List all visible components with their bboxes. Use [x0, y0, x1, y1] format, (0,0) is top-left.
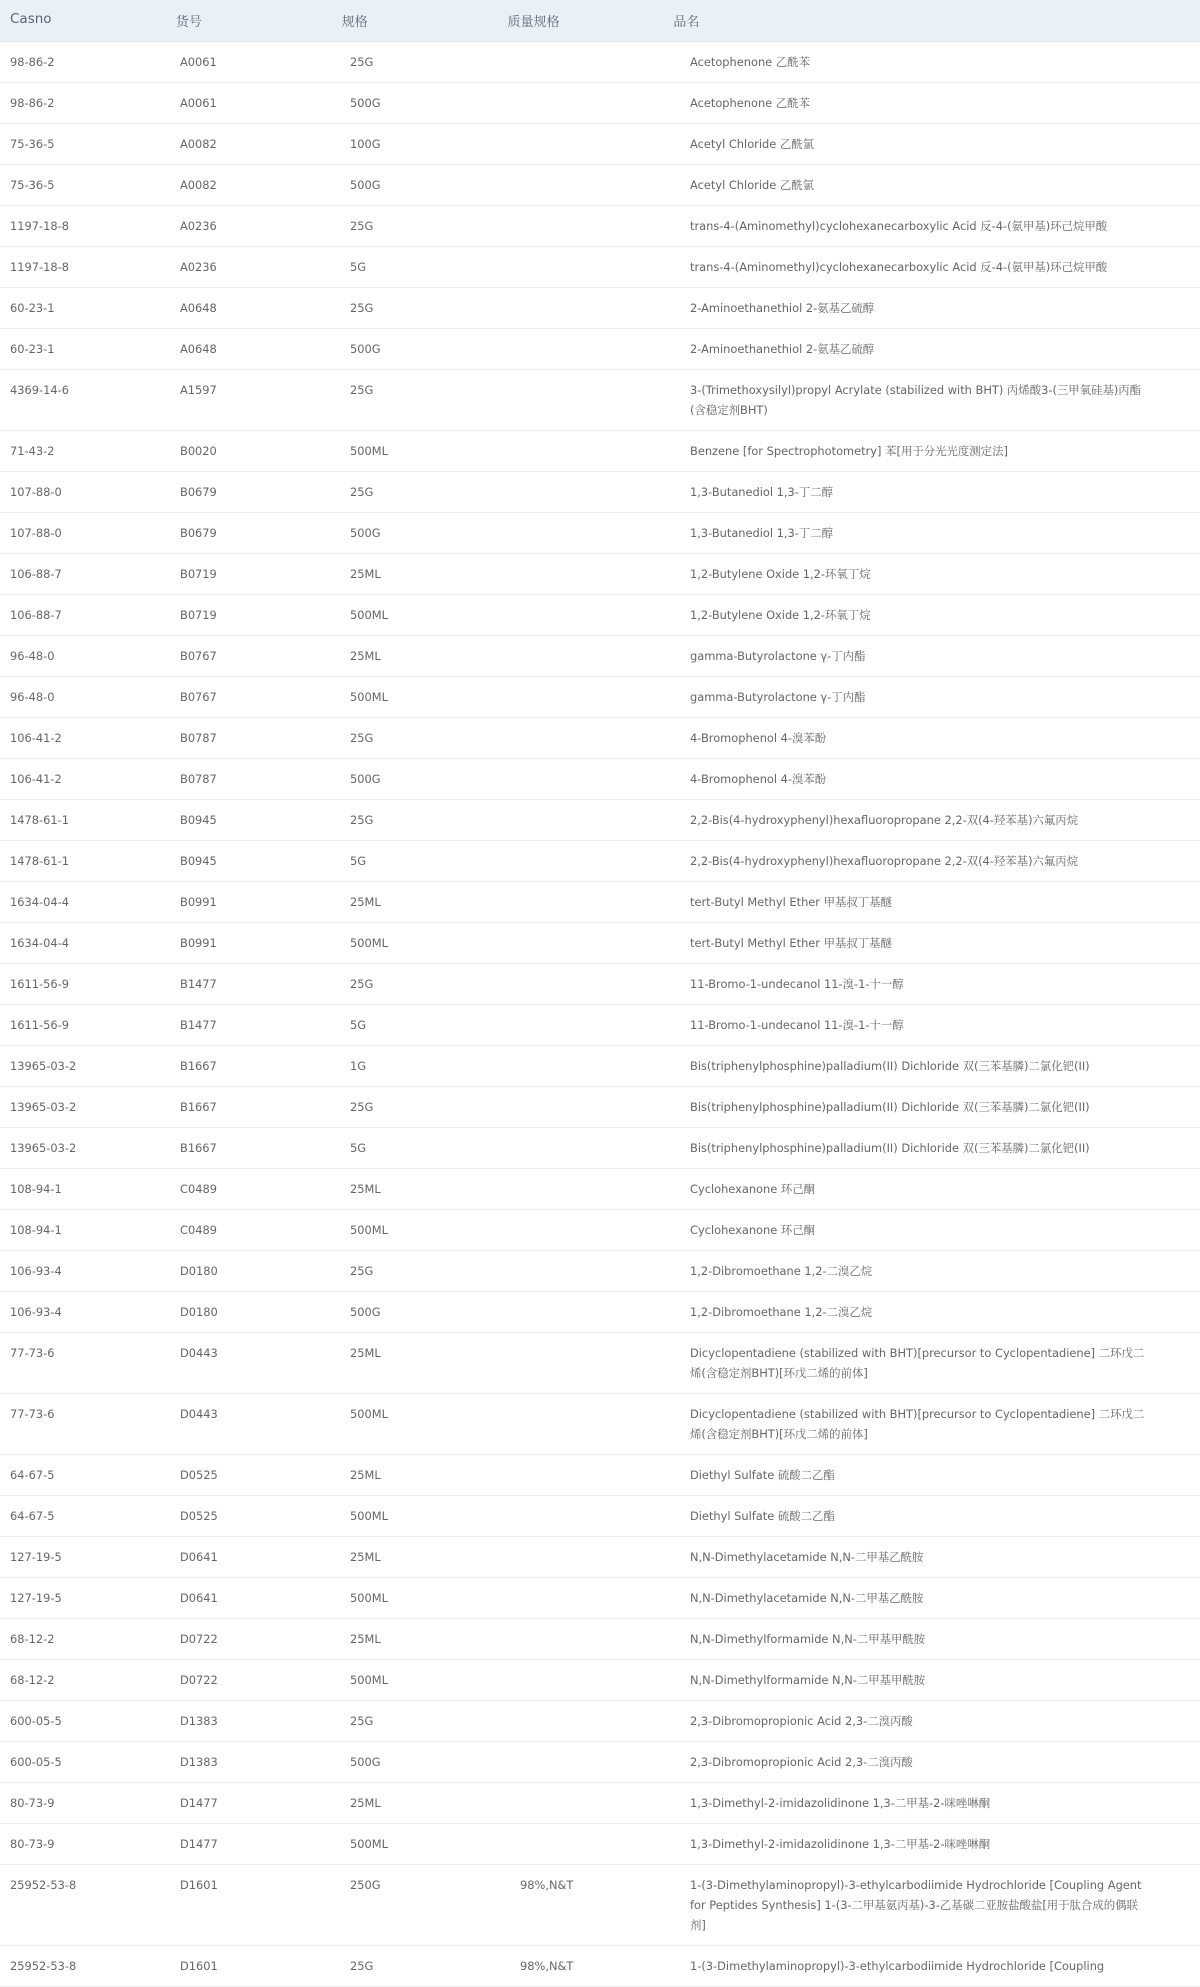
- table-row[interactable]: [0, 923, 1200, 964]
- spec-cell: 5G: [350, 1018, 367, 1032]
- product-name-cell: Acetophenone 乙酰苯: [690, 55, 810, 69]
- quality-spec-cell: [510, 288, 680, 328]
- spec-cell: 25ML: [350, 1468, 381, 1482]
- spec-cell: 25G: [350, 1959, 374, 1973]
- product-name-cell: Dicyclopentadiene (stabilized with BHT)[precursor to Cyclopentadiene] 二环戊二烯(含稳定剂BHT)[环戊二烯的前体]: [690, 1407, 1145, 1441]
- quality-spec-cell: [510, 124, 680, 164]
- product-name-cell: 11-Bromo-1-undecanol 11-溴-1-十一醇: [690, 1018, 904, 1032]
- spec-cell: 500G: [350, 96, 381, 110]
- item-number-cell: B0767: [180, 649, 217, 663]
- quality-spec-cell: [510, 964, 680, 1004]
- item-number-cell: D1477: [180, 1837, 218, 1851]
- casno-cell: 127-19-5: [10, 1591, 62, 1605]
- quality-spec-cell: [510, 42, 680, 82]
- spec-cell: 500G: [350, 772, 381, 786]
- item-number-cell: B1667: [180, 1059, 217, 1073]
- casno-cell: 4369-14-6: [10, 383, 69, 397]
- spec-cell: 500ML: [350, 1407, 388, 1421]
- casno-cell: 75-36-5: [10, 137, 55, 151]
- table-row[interactable]: [0, 1865, 1200, 1946]
- product-name-cell: Bis(triphenylphosphine)palladium(II) Dichloride 双(三苯基膦)二氯化钯(II): [690, 1059, 1090, 1073]
- product-name-cell: gamma-Butyrolactone γ-丁内酯: [690, 649, 866, 663]
- quality-spec-cell: [510, 1701, 680, 1741]
- spec-cell: 500G: [350, 1755, 381, 1769]
- table-row[interactable]: [0, 759, 1200, 800]
- spec-cell: 500ML: [350, 444, 388, 458]
- spec-cell: 25ML: [350, 1182, 381, 1196]
- item-number-cell: B0719: [180, 567, 217, 581]
- quality-spec-cell: [510, 1578, 680, 1618]
- quality-spec-cell: [510, 1128, 680, 1168]
- casno-cell: 106-88-7: [10, 608, 62, 622]
- product-name-cell: Acetyl Chloride 乙酰氯: [690, 178, 815, 192]
- casno-cell: 1611-56-9: [10, 977, 69, 991]
- quality-spec-cell: [510, 1210, 680, 1250]
- product-name-cell: Benzene [for Spectrophotometry] 苯[用于分光光度测定法]: [690, 444, 1008, 458]
- casno-cell: 108-94-1: [10, 1223, 62, 1237]
- quality-spec-cell: [510, 636, 680, 676]
- table-row[interactable]: [0, 206, 1200, 247]
- spec-cell: 500ML: [350, 1223, 388, 1237]
- quality-spec-cell: [510, 923, 680, 963]
- item-number-cell: B0991: [180, 895, 217, 909]
- item-number-cell: D0180: [180, 1264, 218, 1278]
- product-name-cell: Diethyl Sulfate 硫酸二乙酯: [690, 1509, 835, 1523]
- product-name-cell: Bis(triphenylphosphine)palladium(II) Dichloride 双(三苯基膦)二氯化钯(II): [690, 1141, 1090, 1155]
- spec-cell: 25ML: [350, 1632, 381, 1646]
- item-number-cell: B0787: [180, 731, 217, 745]
- product-name-cell: 2,2-Bis(4-hydroxyphenyl)hexafluoropropane 2,2-双(4-羟苯基)六氟丙烷: [690, 854, 1079, 868]
- product-name-cell: trans-4-(Aminomethyl)cyclohexanecarboxylic Acid 反-4-(氨甲基)环己烷甲酸: [690, 260, 1108, 274]
- casno-cell: 600-05-5: [10, 1755, 62, 1769]
- quality-spec-cell: [510, 329, 680, 369]
- casno-cell: 1197-18-8: [10, 260, 69, 274]
- spec-cell: 25G: [350, 813, 374, 827]
- quality-spec-cell: [510, 165, 680, 205]
- item-number-cell: B0991: [180, 936, 217, 950]
- table-row[interactable]: [0, 1455, 1200, 1496]
- casno-cell: 107-88-0: [10, 485, 62, 499]
- casno-cell: 64-67-5: [10, 1509, 55, 1523]
- casno-cell: 98-86-2: [10, 55, 55, 69]
- item-number-cell: B1477: [180, 977, 217, 991]
- casno-cell: 60-23-1: [10, 301, 55, 315]
- table-row[interactable]: [0, 1578, 1200, 1619]
- spec-cell: 25ML: [350, 895, 381, 909]
- quality-spec-cell: [510, 1537, 680, 1577]
- table-row[interactable]: [0, 1742, 1200, 1783]
- casno-cell: 71-43-2: [10, 444, 55, 458]
- table-row[interactable]: [0, 1292, 1200, 1333]
- table-row[interactable]: [0, 677, 1200, 718]
- spec-cell: 25ML: [350, 649, 381, 663]
- spec-cell: 25G: [350, 485, 374, 499]
- spec-cell: 25G: [350, 1714, 374, 1728]
- header-quality-spec: 质量规格: [507, 15, 560, 30]
- quality-spec-cell: [510, 1619, 680, 1659]
- item-number-cell: D0443: [180, 1346, 218, 1360]
- header-casno: Casno: [10, 11, 52, 27]
- product-name-cell: N,N-Dimethylformamide N,N-二甲基甲酰胺: [690, 1632, 926, 1646]
- quality-spec-cell: [510, 513, 680, 553]
- casno-cell: 80-73-9: [10, 1796, 55, 1810]
- quality-spec-cell: [510, 759, 680, 799]
- table-row[interactable]: [0, 1394, 1200, 1455]
- quality-spec-cell: [510, 1087, 680, 1127]
- header-spec: 规格: [341, 15, 368, 30]
- spec-cell: 25G: [350, 301, 374, 315]
- casno-cell: 108-94-1: [10, 1182, 62, 1196]
- casno-cell: 1197-18-8: [10, 219, 69, 233]
- item-number-cell: D1477: [180, 1796, 218, 1810]
- quality-spec-cell: [510, 841, 680, 881]
- quality-spec-cell: [510, 472, 680, 512]
- table-row[interactable]: [0, 718, 1200, 759]
- item-number-cell: A0236: [180, 219, 217, 233]
- item-number-cell: C0489: [180, 1182, 217, 1196]
- table-row[interactable]: [0, 370, 1200, 431]
- product-name-cell: gamma-Butyrolactone γ-丁内酯: [690, 690, 866, 704]
- item-number-cell: B0679: [180, 526, 217, 540]
- product-name-cell: 1-(3-Dimethylaminopropyl)-3-ethylcarbodiimide Hydrochloride [Coupling Agent for Peptides Synthesis] 1-(3-二甲基氨丙基)-3-乙基碳二亚胺盐酸盐[用于肽合成的偶联剂]: [690, 1878, 1142, 1932]
- product-name-cell: 1,2-Butylene Oxide 1,2-环氧丁烷: [690, 567, 871, 581]
- product-name-cell: 2,3-Dibromopropionic Acid 2,3-二溴丙酸: [690, 1755, 913, 1769]
- table-row[interactable]: [0, 1496, 1200, 1537]
- product-name-cell: 2-Aminoethanethiol 2-氨基乙硫醇: [690, 301, 875, 315]
- quality-spec-cell: [510, 595, 680, 635]
- quality-spec-cell: [510, 1005, 680, 1045]
- quality-spec-cell: [510, 370, 680, 430]
- spec-cell: 500ML: [350, 1509, 388, 1523]
- product-name-cell: 1,2-Dibromoethane 1,2-二溴乙烷: [690, 1305, 873, 1319]
- product-name-cell: 2-Aminoethanethiol 2-氨基乙硫醇: [690, 342, 875, 356]
- product-name-cell: Dicyclopentadiene (stabilized with BHT)[precursor to Cyclopentadiene] 二环戊二烯(含稳定剂BHT)[环戊二烯的前体]: [690, 1346, 1145, 1380]
- item-number-cell: D0722: [180, 1673, 218, 1687]
- header-product-name: 品名: [673, 15, 700, 30]
- spec-cell: 500ML: [350, 608, 388, 622]
- spec-cell: 25G: [350, 219, 374, 233]
- table-body: [0, 42, 1200, 1987]
- item-number-cell: D0641: [180, 1591, 218, 1605]
- casno-cell: 68-12-2: [10, 1632, 55, 1646]
- product-name-cell: 1,3-Butanediol 1,3-丁二醇: [690, 485, 834, 499]
- spec-cell: 25ML: [350, 1346, 381, 1360]
- spec-cell: 1G: [350, 1059, 367, 1073]
- quality-spec-cell: [510, 83, 680, 123]
- spec-cell: 500G: [350, 526, 381, 540]
- casno-cell: 13965-03-2: [10, 1100, 77, 1114]
- product-name-cell: 4-Bromophenol 4-溴苯酚: [690, 731, 827, 745]
- product-name-cell: 1,3-Dimethyl-2-imidazolidinone 1,3-二甲基-2-咪唑啉酮: [690, 1837, 991, 1851]
- quality-spec-cell: [510, 1169, 680, 1209]
- product-name-cell: Acetophenone 乙酰苯: [690, 96, 810, 110]
- casno-cell: 600-05-5: [10, 1714, 62, 1728]
- item-number-cell: D0722: [180, 1632, 218, 1646]
- spec-cell: 500G: [350, 1305, 381, 1319]
- item-number-cell: D0525: [180, 1468, 218, 1482]
- spec-cell: 25G: [350, 55, 374, 69]
- item-number-cell: D0525: [180, 1509, 218, 1523]
- product-name-cell: 2,2-Bis(4-hydroxyphenyl)hexafluoropropane 2,2-双(4-羟苯基)六氟丙烷: [690, 813, 1079, 827]
- product-name-cell: 4-Bromophenol 4-溴苯酚: [690, 772, 827, 786]
- table-row[interactable]: [0, 124, 1200, 165]
- spec-cell: 25ML: [350, 1796, 381, 1810]
- item-number-cell: D1383: [180, 1714, 218, 1728]
- quality-spec-cell: [510, 718, 680, 758]
- product-name-cell: 2,3-Dibromopropionic Acid 2,3-二溴丙酸: [690, 1714, 913, 1728]
- casno-cell: 1634-04-4: [10, 936, 69, 950]
- spec-cell: 25G: [350, 977, 374, 991]
- casno-cell: 106-88-7: [10, 567, 62, 581]
- item-number-cell: B0020: [180, 444, 217, 458]
- item-number-cell: A0648: [180, 342, 217, 356]
- table-row[interactable]: [0, 636, 1200, 677]
- spec-cell: 100G: [350, 137, 381, 151]
- table-row[interactable]: [0, 513, 1200, 554]
- item-number-cell: D0180: [180, 1305, 218, 1319]
- table-row[interactable]: [0, 882, 1200, 923]
- casno-cell: 1611-56-9: [10, 1018, 69, 1032]
- table-row[interactable]: [0, 554, 1200, 595]
- item-number-cell: B0945: [180, 854, 217, 868]
- item-number-cell: A0082: [180, 178, 217, 192]
- spec-cell: 25G: [350, 1264, 374, 1278]
- spec-cell: 25ML: [350, 1550, 381, 1564]
- casno-cell: 1478-61-1: [10, 813, 69, 827]
- item-number-cell: C0489: [180, 1223, 217, 1237]
- casno-cell: 106-41-2: [10, 731, 62, 745]
- quality-spec-cell: [510, 206, 680, 246]
- spec-cell: 25G: [350, 731, 374, 745]
- spec-cell: 500G: [350, 342, 381, 356]
- casno-cell: 64-67-5: [10, 1468, 55, 1482]
- casno-cell: 106-93-4: [10, 1264, 62, 1278]
- product-name-cell: N,N-Dimethylformamide N,N-二甲基甲酰胺: [690, 1673, 926, 1687]
- product-name-cell: 1,2-Butylene Oxide 1,2-环氧丁烷: [690, 608, 871, 622]
- casno-cell: 1478-61-1: [10, 854, 69, 868]
- table-row[interactable]: [0, 472, 1200, 513]
- table-row[interactable]: [0, 1087, 1200, 1128]
- item-number-cell: B1667: [180, 1100, 217, 1114]
- product-name-cell: tert-Butyl Methyl Ether 甲基叔丁基醚: [690, 936, 892, 950]
- table-row[interactable]: [0, 1210, 1200, 1251]
- spec-cell: 5G: [350, 260, 367, 274]
- item-number-cell: A0082: [180, 137, 217, 151]
- item-number-cell: B0719: [180, 608, 217, 622]
- table-row[interactable]: [0, 1046, 1200, 1087]
- table-row[interactable]: [0, 1783, 1200, 1824]
- product-name-cell: N,N-Dimethylacetamide N,N-二甲基乙酰胺: [690, 1591, 924, 1605]
- quality-spec-cell: [510, 882, 680, 922]
- item-number-cell: A0236: [180, 260, 217, 274]
- casno-cell: 68-12-2: [10, 1673, 55, 1687]
- quality-spec-cell: [510, 1824, 680, 1864]
- spec-cell: 25G: [350, 1100, 374, 1114]
- quality-spec-cell: 98%,N&T: [520, 1959, 574, 1973]
- quality-spec-cell: [510, 1251, 680, 1291]
- table-row[interactable]: [0, 165, 1200, 206]
- table-row[interactable]: [0, 83, 1200, 124]
- casno-cell: 96-48-0: [10, 690, 55, 704]
- table-header: [0, 0, 1200, 42]
- item-number-cell: B0945: [180, 813, 217, 827]
- quality-spec-cell: [510, 1394, 680, 1454]
- item-number-cell: A0648: [180, 301, 217, 315]
- quality-spec-cell: [510, 1046, 680, 1086]
- product-name-cell: Cyclohexanone 环己酮: [690, 1223, 816, 1237]
- product-name-cell: 11-Bromo-1-undecanol 11-溴-1-十一醇: [690, 977, 904, 991]
- item-number-cell: D0641: [180, 1550, 218, 1564]
- casno-cell: 25952-53-8: [10, 1878, 77, 1892]
- item-number-cell: B0679: [180, 485, 217, 499]
- item-number-cell: A0061: [180, 96, 217, 110]
- quality-spec-cell: [510, 800, 680, 840]
- product-name-cell: 1-(3-Dimethylaminopropyl)-3-ethylcarbodiimide Hydrochloride [Coupling: [690, 1959, 1105, 1973]
- spec-cell: 500ML: [350, 936, 388, 950]
- casno-cell: 60-23-1: [10, 342, 55, 356]
- casno-cell: 75-36-5: [10, 178, 55, 192]
- quality-spec-cell: [510, 677, 680, 717]
- table-row[interactable]: [0, 288, 1200, 329]
- spec-cell: 5G: [350, 1141, 367, 1155]
- table-row[interactable]: [0, 431, 1200, 472]
- spec-cell: 500ML: [350, 690, 388, 704]
- spec-cell: 500ML: [350, 1673, 388, 1687]
- spec-cell: 500ML: [350, 1591, 388, 1605]
- product-name-cell: 1,3-Butanediol 1,3-丁二醇: [690, 526, 834, 540]
- casno-cell: 25952-53-8: [10, 1959, 77, 1973]
- spec-cell: 250G: [350, 1878, 381, 1892]
- spec-cell: 500G: [350, 178, 381, 192]
- spec-cell: 25G: [350, 383, 374, 397]
- product-name-cell: 3-(Trimethoxysilyl)propyl Acrylate (stabilized with BHT) 丙烯酸3-(三甲氧硅基)丙酯(含稳定剂BHT): [690, 383, 1142, 417]
- product-name-cell: Cyclohexanone 环己酮: [690, 1182, 816, 1196]
- item-number-cell: B0767: [180, 690, 217, 704]
- table-row[interactable]: [0, 1251, 1200, 1292]
- quality-spec-cell: [510, 1660, 680, 1700]
- product-name-cell: Diethyl Sulfate 硫酸二乙酯: [690, 1468, 835, 1482]
- quality-spec-cell: [510, 1742, 680, 1782]
- table-row[interactable]: [0, 1619, 1200, 1660]
- table-row[interactable]: [0, 1660, 1200, 1701]
- item-number-cell: D1383: [180, 1755, 218, 1769]
- casno-cell: 98-86-2: [10, 96, 55, 110]
- product-name-cell: tert-Butyl Methyl Ether 甲基叔丁基醚: [690, 895, 892, 909]
- table-row[interactable]: [0, 329, 1200, 370]
- casno-cell: 106-41-2: [10, 772, 62, 786]
- quality-spec-cell: [510, 554, 680, 594]
- item-number-cell: B0787: [180, 772, 217, 786]
- table-row[interactable]: [0, 964, 1200, 1005]
- quality-spec-cell: [510, 1783, 680, 1823]
- casno-cell: 13965-03-2: [10, 1141, 77, 1155]
- item-number-cell: A0061: [180, 55, 217, 69]
- quality-spec-cell: [510, 431, 680, 471]
- product-name-cell: 1,3-Dimethyl-2-imidazolidinone 1,3-二甲基-2-咪唑啉酮: [690, 1796, 991, 1810]
- casno-cell: 13965-03-2: [10, 1059, 77, 1073]
- table-row[interactable]: [0, 1005, 1200, 1046]
- casno-cell: 106-93-4: [10, 1305, 62, 1319]
- spec-cell: 500ML: [350, 1837, 388, 1851]
- table-row[interactable]: [0, 595, 1200, 636]
- table-row[interactable]: [0, 247, 1200, 288]
- table-row[interactable]: [0, 1169, 1200, 1210]
- quality-spec-cell: [510, 1455, 680, 1495]
- casno-cell: 77-73-6: [10, 1346, 55, 1360]
- table-row[interactable]: [0, 1946, 1200, 1987]
- casno-cell: 1634-04-4: [10, 895, 69, 909]
- table-row[interactable]: [0, 1537, 1200, 1578]
- table-row[interactable]: [0, 1701, 1200, 1742]
- table-row[interactable]: [0, 42, 1200, 83]
- product-name-cell: N,N-Dimethylacetamide N,N-二甲基乙酰胺: [690, 1550, 924, 1564]
- quality-spec-cell: [510, 1292, 680, 1332]
- item-number-cell: B1477: [180, 1018, 217, 1032]
- table-row[interactable]: [0, 1333, 1200, 1394]
- casno-cell: 77-73-6: [10, 1407, 55, 1421]
- table-row[interactable]: [0, 800, 1200, 841]
- table-row[interactable]: [0, 1824, 1200, 1865]
- item-number-cell: D0443: [180, 1407, 218, 1421]
- header-item-number: 货号: [175, 15, 202, 30]
- quality-spec-cell: [510, 247, 680, 287]
- quality-spec-cell: 98%,N&T: [520, 1878, 574, 1892]
- product-name-cell: 1,2-Dibromoethane 1,2-二溴乙烷: [690, 1264, 873, 1278]
- item-number-cell: D1601: [180, 1959, 218, 1973]
- table-row[interactable]: [0, 841, 1200, 882]
- table-row[interactable]: [0, 1128, 1200, 1169]
- product-name-cell: trans-4-(Aminomethyl)cyclohexanecarboxylic Acid 反-4-(氨甲基)环己烷甲酸: [690, 219, 1108, 233]
- casno-cell: 127-19-5: [10, 1550, 62, 1564]
- casno-cell: 96-48-0: [10, 649, 55, 663]
- casno-cell: 107-88-0: [10, 526, 62, 540]
- casno-cell: 80-73-9: [10, 1837, 55, 1851]
- quality-spec-cell: [510, 1333, 680, 1393]
- spec-cell: 25ML: [350, 567, 381, 581]
- item-number-cell: B1667: [180, 1141, 217, 1155]
- item-number-cell: A1597: [180, 383, 217, 397]
- quality-spec-cell: [510, 1496, 680, 1536]
- product-name-cell: Bis(triphenylphosphine)palladium(II) Dichloride 双(三苯基膦)二氯化钯(II): [690, 1100, 1090, 1114]
- item-number-cell: D1601: [180, 1878, 218, 1892]
- product-name-cell: Acetyl Chloride 乙酰氯: [690, 137, 815, 151]
- spec-cell: 5G: [350, 854, 367, 868]
